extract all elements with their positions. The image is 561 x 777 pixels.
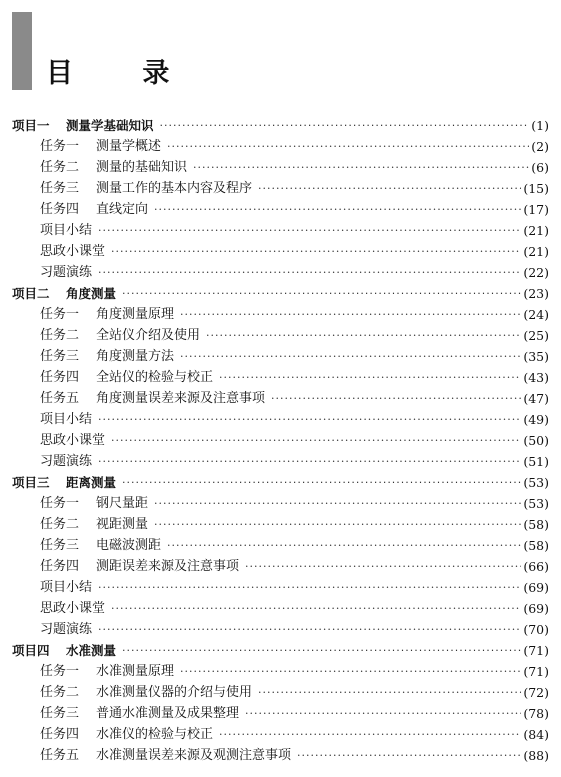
dot-leader	[258, 178, 521, 199]
toc-entry-number: 任务二	[40, 685, 80, 700]
toc-page-number: (21)	[523, 244, 549, 259]
toc-page-number: (78)	[523, 706, 549, 721]
toc-section-entry[interactable]	[0, 661, 561, 682]
toc-entry-number: 任务二	[40, 328, 80, 343]
toc-entry-label	[40, 157, 187, 178]
toc-section-entry[interactable]	[0, 493, 561, 514]
dot-leader	[180, 346, 521, 367]
toc-entry-title: 水准测量仪器的介绍与使用	[96, 685, 253, 700]
toc-section-entry[interactable]	[0, 220, 561, 241]
toc-section-entry[interactable]	[0, 178, 561, 199]
toc-entry-number: 项目四	[12, 643, 50, 658]
toc-entry-number: 任务二	[40, 160, 80, 175]
toc-entry-number: 任务四	[40, 202, 80, 217]
toc-entry-label	[40, 409, 92, 430]
toc-entry-label	[40, 661, 174, 682]
toc-entry-label	[40, 724, 213, 745]
toc-entry-label	[40, 262, 92, 283]
toc-entry-label	[40, 745, 291, 766]
toc-section-entry[interactable]	[0, 388, 561, 409]
toc-entry-number: 任务四	[40, 727, 80, 742]
toc-entry-number: 任务一	[40, 307, 80, 322]
toc-entry-title: 思政小课堂	[40, 601, 106, 616]
toc-section-entry[interactable]	[0, 724, 561, 745]
dot-leader	[297, 745, 521, 766]
toc-section-entry[interactable]	[0, 136, 561, 157]
dot-leader	[245, 556, 521, 577]
toc-entry-title: 习题演练	[40, 454, 93, 469]
toc-entry-title: 角度测量原理	[96, 307, 175, 322]
toc-entry-title: 直线定向	[96, 202, 149, 217]
toc-chapter-entry[interactable]	[0, 283, 561, 304]
toc-entry-label	[40, 346, 174, 367]
toc-page-number: (35)	[523, 349, 549, 364]
toc-page-number: (2)	[531, 139, 549, 154]
dot-leader	[154, 514, 521, 535]
toc-page-number: (69)	[523, 580, 549, 595]
toc-section-entry[interactable]	[0, 409, 561, 430]
toc-entry-title: 习题演练	[40, 265, 93, 280]
toc-entry-number: 项目一	[12, 118, 50, 133]
toc-entry-title: 测量的基础知识	[96, 160, 188, 175]
toc-entry-title: 思政小课堂	[40, 433, 106, 448]
toc-entry-label	[40, 535, 161, 556]
toc-entry-title: 全站仪的检验与校正	[96, 370, 214, 385]
toc-entry-title: 角度测量误差来源及注意事项	[96, 391, 266, 406]
toc-page-number: (21)	[523, 223, 549, 238]
toc-entry-title: 测距误差来源及注意事项	[96, 559, 240, 574]
dot-leader	[271, 388, 521, 409]
toc-entry-label	[40, 367, 213, 388]
dot-leader	[154, 493, 521, 514]
toc-entry-number: 任务三	[40, 181, 80, 196]
toc-entry-title: 钢尺量距	[96, 496, 149, 511]
toc-entry-label	[40, 577, 92, 598]
toc-section-entry[interactable]	[0, 556, 561, 577]
toc-entry-number: 任务五	[40, 748, 80, 763]
toc-section-entry[interactable]	[0, 304, 561, 325]
toc-entry-title: 视距测量	[96, 517, 149, 532]
toc-section-entry[interactable]	[0, 451, 561, 472]
toc-section-entry[interactable]	[0, 241, 561, 262]
toc-section-entry[interactable]	[0, 703, 561, 724]
toc-page-number: (51)	[523, 454, 549, 469]
toc-page-number: (69)	[523, 601, 549, 616]
table-of-contents	[0, 115, 561, 766]
toc-entry-number: 项目二	[12, 286, 50, 301]
dot-leader	[98, 220, 521, 241]
toc-entry-title: 测量学基础知识	[66, 118, 154, 133]
dot-leader	[154, 199, 521, 220]
dot-leader	[219, 724, 521, 745]
dot-leader	[98, 619, 521, 640]
toc-entry-label	[12, 640, 116, 661]
toc-page-number: (53)	[523, 496, 549, 511]
toc-page-number: (71)	[523, 664, 549, 679]
toc-entry-title: 测量工作的基本内容及程序	[96, 181, 253, 196]
toc-page-number: (25)	[523, 328, 549, 343]
toc-page-number: (58)	[523, 538, 549, 553]
toc-page-number: (84)	[523, 727, 549, 742]
toc-page-number: (24)	[523, 307, 549, 322]
toc-entry-title: 普通水准测量及成果整理	[96, 706, 240, 721]
toc-entry-number: 任务二	[40, 517, 80, 532]
dot-leader	[167, 535, 521, 556]
toc-section-entry[interactable]	[0, 157, 561, 178]
toc-page-number: (88)	[523, 748, 549, 763]
toc-entry-number: 任务四	[40, 559, 80, 574]
toc-entry-title: 习题演练	[40, 622, 93, 637]
toc-entry-number: 任务五	[40, 391, 80, 406]
toc-section-entry[interactable]	[0, 367, 561, 388]
dot-leader	[98, 262, 521, 283]
toc-entry-label	[40, 703, 239, 724]
toc-entry-title: 水准测量误差来源及观测注意事项	[96, 748, 292, 763]
toc-entry-title: 水准测量原理	[96, 664, 175, 679]
toc-page-number: (71)	[523, 643, 549, 658]
toc-entry-title: 距离测量	[66, 475, 117, 490]
toc-entry-title: 测量学概述	[96, 139, 162, 154]
toc-entry-number: 任务三	[40, 538, 80, 553]
toc-entry-label	[40, 598, 105, 619]
toc-page-number: (22)	[523, 265, 549, 280]
toc-page-number: (15)	[523, 181, 549, 196]
toc-section-entry[interactable]	[0, 535, 561, 556]
toc-entry-label	[12, 283, 116, 304]
dot-leader	[180, 661, 521, 682]
toc-section-entry[interactable]	[0, 514, 561, 535]
toc-entry-number: 任务三	[40, 349, 80, 364]
toc-page-number: (53)	[523, 475, 549, 490]
dot-leader	[258, 682, 521, 703]
toc-page-number: (66)	[523, 559, 549, 574]
toc-entry-number: 任务四	[40, 370, 80, 385]
toc-section-entry[interactable]	[0, 262, 561, 283]
toc-page-number: (1)	[531, 118, 549, 133]
toc-page-number: (17)	[523, 202, 549, 217]
dot-leader	[206, 325, 521, 346]
toc-page-number: (72)	[523, 685, 549, 700]
toc-entry-title: 电磁波测距	[96, 538, 162, 553]
toc-entry-label	[12, 115, 154, 136]
toc-entry-number: 任务一	[40, 139, 80, 154]
toc-page-number: (47)	[523, 391, 549, 406]
toc-entry-title: 角度测量方法	[96, 349, 175, 364]
toc-chapter-entry[interactable]	[0, 640, 561, 661]
dot-leader	[111, 241, 521, 262]
toc-entry-title: 水准测量	[66, 643, 117, 658]
toc-chapter-entry[interactable]	[0, 472, 561, 493]
toc-chapter-entry[interactable]	[0, 115, 561, 136]
toc-entry-number: 任务一	[40, 496, 80, 511]
toc-entry-label	[40, 178, 252, 199]
toc-entry-title: 项目小结	[40, 223, 93, 238]
toc-entry-title: 思政小课堂	[40, 244, 106, 259]
dot-leader	[180, 304, 521, 325]
toc-entry-title: 水准仪的检验与校正	[96, 727, 214, 742]
toc-entry-label	[40, 493, 148, 514]
toc-page-number: (50)	[523, 433, 549, 448]
toc-entry-label	[40, 619, 92, 640]
toc-section-entry[interactable]	[0, 577, 561, 598]
toc-section-entry[interactable]	[0, 346, 561, 367]
dot-leader	[167, 136, 529, 157]
toc-entry-label	[40, 220, 92, 241]
header-accent-bar	[12, 12, 32, 90]
dot-leader	[122, 472, 521, 493]
toc-entry-number: 任务三	[40, 706, 80, 721]
dot-leader	[98, 451, 521, 472]
dot-leader	[98, 409, 521, 430]
toc-entry-label	[40, 556, 239, 577]
dot-leader	[122, 283, 521, 304]
toc-entry-title: 项目小结	[40, 580, 93, 595]
dot-leader	[111, 430, 521, 451]
toc-section-entry[interactable]	[0, 682, 561, 703]
toc-section-entry[interactable]	[0, 430, 561, 451]
dot-leader	[219, 367, 521, 388]
toc-page-number: (6)	[531, 160, 549, 175]
page-title: 目 录	[46, 58, 200, 89]
dot-leader	[193, 157, 529, 178]
toc-entry-number: 任务一	[40, 664, 80, 679]
toc-page-number: (70)	[523, 622, 549, 637]
dot-leader	[160, 115, 530, 136]
toc-entry-label	[40, 325, 200, 346]
toc-entry-title: 角度测量	[66, 286, 117, 301]
toc-page-number: (49)	[523, 412, 549, 427]
toc-entry-label	[40, 136, 161, 157]
toc-section-entry[interactable]	[0, 199, 561, 220]
dot-leader	[111, 598, 521, 619]
toc-page-number: (23)	[523, 286, 549, 301]
toc-page-number: (43)	[523, 370, 549, 385]
toc-entry-label	[40, 199, 148, 220]
dot-leader	[245, 703, 521, 724]
toc-entry-label	[40, 430, 105, 451]
toc-entry-label	[40, 682, 252, 703]
toc-page-number: (58)	[523, 517, 549, 532]
toc-entry-label	[40, 241, 105, 262]
toc-entry-label	[12, 472, 116, 493]
toc-entry-label	[40, 304, 174, 325]
dot-leader	[98, 577, 521, 598]
toc-section-entry[interactable]	[0, 598, 561, 619]
toc-entry-label	[40, 514, 148, 535]
toc-section-entry[interactable]	[0, 325, 561, 346]
toc-entry-label	[40, 451, 92, 472]
toc-entry-label	[40, 388, 265, 409]
toc-section-entry[interactable]	[0, 745, 561, 766]
toc-section-entry[interactable]	[0, 619, 561, 640]
toc-entry-number: 项目三	[12, 475, 50, 490]
toc-entry-title: 全站仪介绍及使用	[96, 328, 201, 343]
toc-entry-title: 项目小结	[40, 412, 93, 427]
dot-leader	[122, 640, 521, 661]
